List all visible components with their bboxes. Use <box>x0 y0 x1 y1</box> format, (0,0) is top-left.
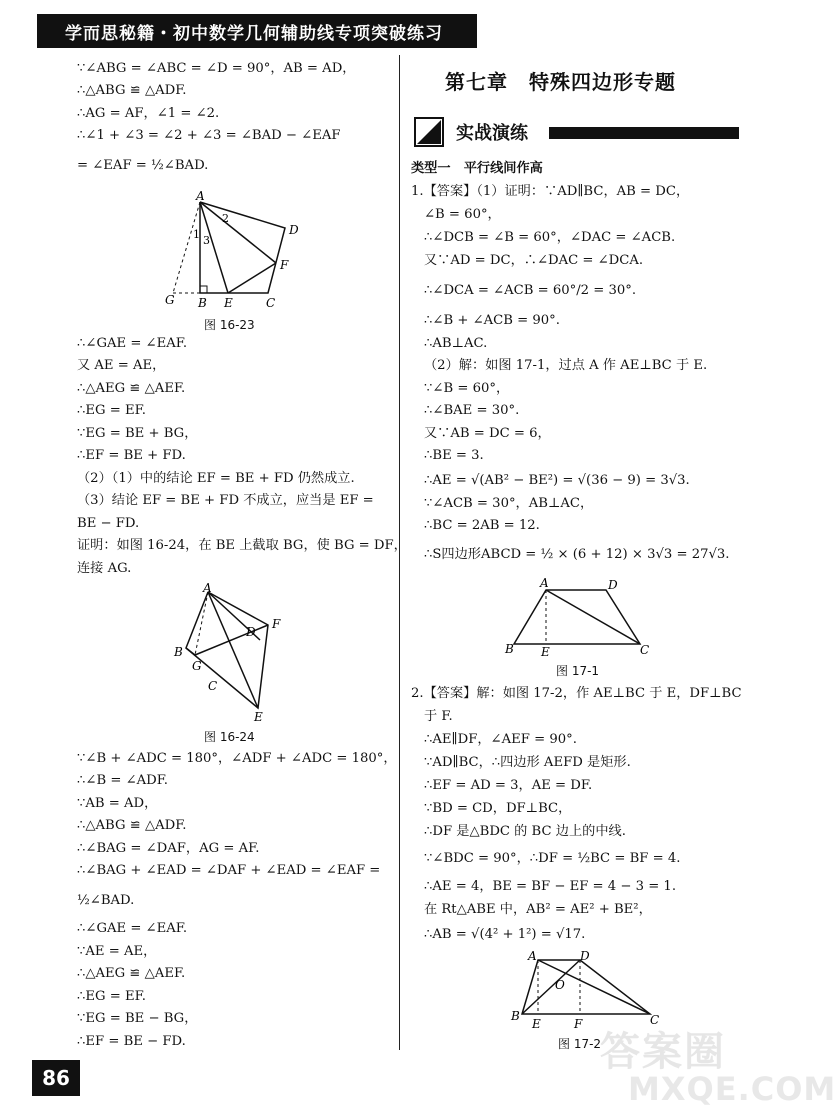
fig4-label-d: D <box>580 949 590 963</box>
fig-16-23-caption: 图 16-23 <box>204 318 255 332</box>
fig4-label-f: F <box>574 1017 583 1031</box>
right-line-21: ∴EF = AD = 3，AE = DF. <box>424 778 593 793</box>
fig2-label-a: A <box>203 581 212 595</box>
left-line-3: ∴AG = AF，∠1 = ∠2. <box>77 106 220 121</box>
left-line-11: ∴EF = BE + FD. <box>77 448 186 463</box>
fig1-angle-2: 2 <box>222 212 229 225</box>
fig4-label-b: B <box>511 1009 520 1023</box>
fig1-label-g: G <box>165 293 175 307</box>
left-line-15: 证明：如图 16-24，在 BE 上截取 BG，使 BG = DF， <box>77 538 407 553</box>
fig1-angle-3: 3 <box>203 234 210 247</box>
fig2-label-b: B <box>174 645 183 659</box>
fig4-label-e: E <box>532 1017 541 1031</box>
figure-17-1 <box>498 576 658 660</box>
fig-17-2-caption: 图 17-2 <box>558 1037 602 1051</box>
right-line-25: ∴AE = 4，BE = BF − EF = 4 − 3 = 1. <box>424 879 677 894</box>
left-line-26: ∴△AEG ≌ △AEF. <box>77 966 186 981</box>
left-line-20: ∴△ABG ≌ △ADF. <box>77 818 187 833</box>
fig1-label-b: B <box>198 296 207 310</box>
section-triangle-icon <box>414 117 444 147</box>
fig3-label-d: D <box>608 578 618 592</box>
fig4-label-o: O <box>555 978 565 992</box>
left-line-10: ∵EG = BE + BG， <box>77 426 198 441</box>
right-line-20: ∵AD∥BC，∴四边形 AEFD 是矩形. <box>424 755 631 770</box>
fig4-label-c: C <box>650 1013 660 1027</box>
left-line-23: ½∠BAD. <box>77 893 135 908</box>
left-line-6: ∴∠GAE = ∠EAF. <box>77 336 188 351</box>
section-heading <box>414 117 739 147</box>
left-line-27: ∴EG = EF. <box>77 989 146 1004</box>
left-line-7: 又 AE = AE， <box>77 358 166 373</box>
section-label: 实战演练 <box>456 123 528 144</box>
fig3-label-c: C <box>640 643 650 657</box>
fig1-label-d: D <box>289 223 299 237</box>
right-line-6: ∴∠B + ∠ACB = 90°. <box>424 313 560 328</box>
type-heading: 类型一 平行线间作高 <box>411 161 543 176</box>
fig1-angle-1: 1 <box>193 228 200 241</box>
page-number: 86 <box>32 1060 80 1096</box>
fig2-label-d: D <box>246 625 256 639</box>
fig1-label-a: A <box>196 189 205 203</box>
right-line-24: ∵∠BDC = 90°，∴DF = ½BC = BF = 4. <box>424 851 681 866</box>
left-line-24: ∴∠GAE = ∠EAF. <box>77 921 188 936</box>
right-line-9: ∵∠B = 60°， <box>424 381 510 396</box>
right-line-12: ∴BE = 3. <box>424 448 484 463</box>
fig1-label-e: E <box>224 296 233 310</box>
right-line-5: ∴∠DCA = ∠ACB = 60°/2 = 30°. <box>424 283 637 298</box>
right-line-23: ∴DF 是△BDC 的 BC 边上的中线. <box>424 824 626 839</box>
right-line-8: （2）解：如图 17-1，过点 A 作 AE⊥BC 于 E. <box>424 358 708 373</box>
chapter-title: 第七章 特殊四边形专题 <box>445 70 676 94</box>
right-line-22: ∵BD = CD，DF⊥BC， <box>424 801 572 816</box>
left-line-29: ∴EF = BE − FD. <box>77 1034 186 1049</box>
left-line-17: ∵∠B + ∠ADC = 180°，∠ADF + ∠ADC = 180°， <box>77 751 397 766</box>
right-line-11: 又∵AB = DC = 6， <box>424 426 551 441</box>
left-line-4: ∴∠1 + ∠3 = ∠2 + ∠3 = ∠BAD − ∠EAF <box>77 128 341 143</box>
left-line-14: BE − FD. <box>77 516 140 531</box>
right-line-13: ∴AE = √(AB² − BE²) = √(36 − 9) = 3√3. <box>424 473 690 488</box>
right-line-19: ∴AE∥DF，∠AEF = 90°. <box>424 732 577 747</box>
left-line-9: ∴EG = EF. <box>77 403 146 418</box>
figure-16-24 <box>170 580 290 725</box>
book-title: 学而思秘籍・初中数学几何辅助线专项突破练习 <box>65 23 443 44</box>
book-title-bar <box>37 14 477 48</box>
left-line-2: ∴△ABG ≌ △ADF. <box>77 83 187 98</box>
right-line-27: ∴AB = √(4² + 1²) = √17. <box>424 927 586 942</box>
right-line-26: 在 Rt△ABE 中，AB² = AE² + BE²， <box>424 902 652 917</box>
right-line-18: 于 F. <box>424 709 453 724</box>
right-line-10: ∴∠BAE = 30°. <box>424 403 520 418</box>
left-line-19: ∵AB = AD， <box>77 796 158 811</box>
watermark-logo: 答案圈 <box>600 1029 726 1075</box>
left-line-18: ∴∠B = ∠ADF. <box>77 773 168 788</box>
fig1-label-c: C <box>266 296 276 310</box>
right-line-7: ∴AB⊥AC. <box>424 336 488 351</box>
fig2-label-f: F <box>272 617 281 631</box>
right-line-4: 又∵AD = DC，∴∠DAC = ∠DCA. <box>424 253 644 268</box>
right-line-14: ∵∠ACB = 30°，AB⊥AC， <box>424 496 594 511</box>
left-line-21: ∴∠BAG = ∠DAF，AG = AF. <box>77 841 260 856</box>
left-line-8: ∴△AEG ≌ △AEF. <box>77 381 186 396</box>
fig2-label-e: E <box>254 710 263 724</box>
right-line-16: ∴S四边形ABCD = ½ × (6 + 12) × 3√3 = 27√3. <box>424 547 730 562</box>
fig2-label-g: G <box>192 659 202 673</box>
right-line-3: ∴∠DCB = ∠B = 60°，∠DAC = ∠ACB. <box>424 230 676 245</box>
left-line-16: 连接 AG. <box>77 561 132 576</box>
left-line-25: ∵AE = AE， <box>77 944 157 959</box>
fig1-label-f: F <box>280 258 289 272</box>
fig-16-24-caption: 图 16-24 <box>204 730 255 744</box>
fig3-label-a: A <box>540 576 549 590</box>
left-line-5: = ∠EAF = ½∠BAD. <box>77 158 209 173</box>
left-line-28: ∵EG = BE − BG， <box>77 1011 198 1026</box>
fig3-label-e: E <box>541 645 550 659</box>
left-line-12: （2）（1）中的结论 EF = BE + FD 仍然成立. <box>77 471 355 486</box>
left-line-22: ∴∠BAG + ∠EAD = ∠DAF + ∠EAD = ∠EAF = <box>77 863 381 878</box>
left-line-13: （3）结论 EF = BE + FD 不成立，应当是 EF = <box>77 493 374 508</box>
right-line-2: ∠B = 60°， <box>424 207 501 222</box>
figure-16-23 <box>160 188 320 313</box>
fig3-label-b: B <box>505 642 514 656</box>
fig-17-1-caption: 图 17-1 <box>556 664 600 678</box>
right-line-17: 2.【答案】解：如图 17-2，作 AE⊥BC 于 E，DF⊥BC <box>411 686 742 701</box>
watermark-url: MXQE.COM <box>628 1070 836 1108</box>
left-line-1: ∵∠ABG = ∠ABC = ∠D = 90°，AB = AD， <box>77 61 356 76</box>
fig2-label-c: C <box>208 679 218 693</box>
right-line-15: ∴BC = 2AB = 12. <box>424 518 540 533</box>
fig4-label-a: A <box>528 949 537 963</box>
right-line-1: 1.【答案】（1）证明：∵AD∥BC，AB = DC， <box>411 184 690 199</box>
section-bar <box>549 127 739 139</box>
